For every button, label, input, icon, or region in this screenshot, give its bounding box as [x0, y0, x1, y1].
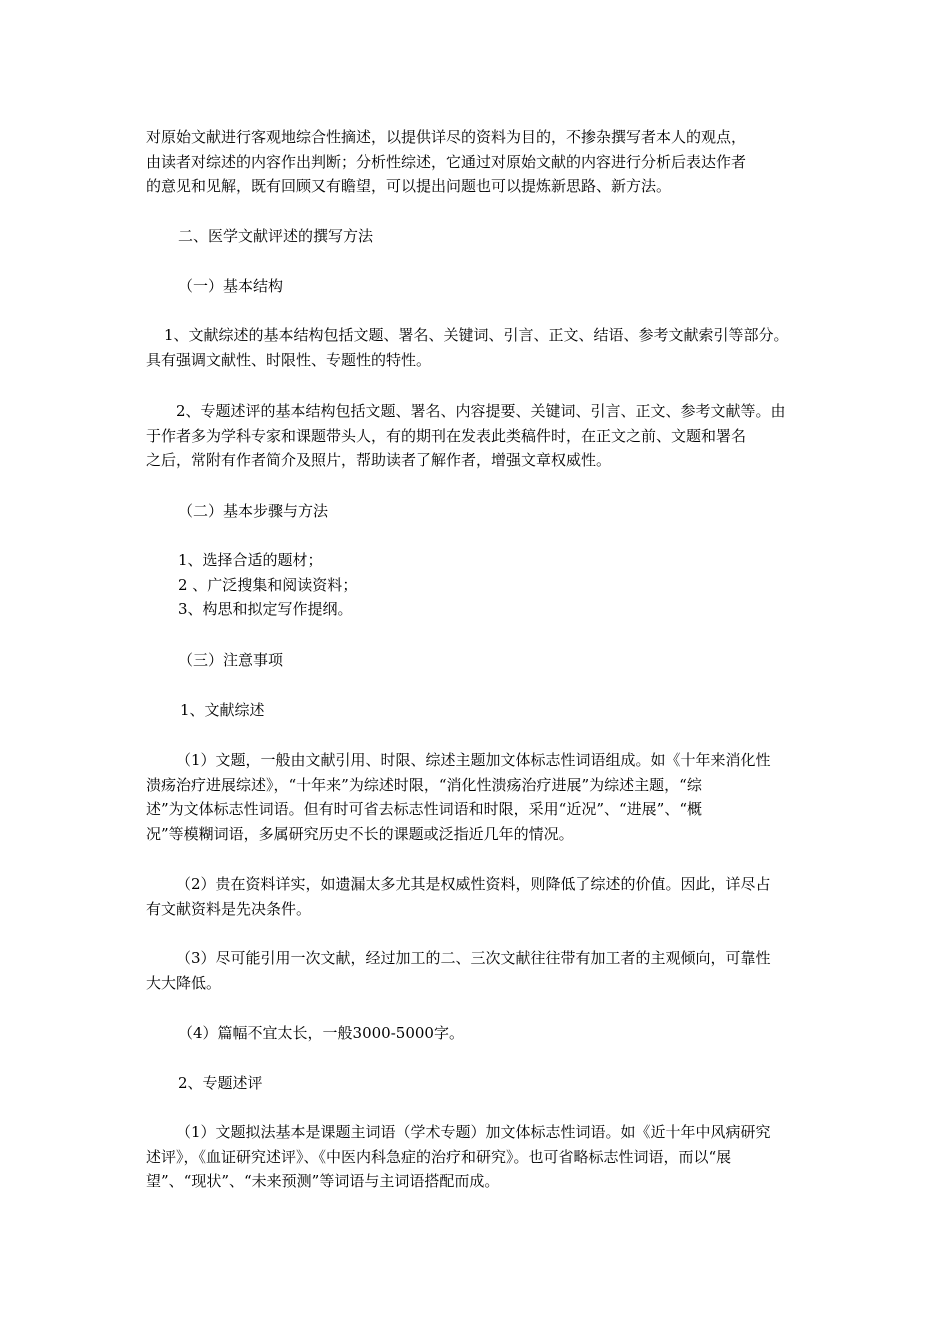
paragraph-line: 望”、“现状”、“未来预测”等词语与主词语搭配而成。 [146, 1172, 500, 1191]
section-heading: 二、医学文献评述的撰写方法 [178, 227, 374, 245]
review-paragraph-2 [146, 872, 810, 921]
paragraph-line: 况”等模糊词语，多属研究历史不长的课题或泛指近几年的情况。 [146, 824, 574, 843]
paragraph-line: （3）尽可能引用一次文献，经过加工的二、三次文献往往带有加工者的主观倾向，可靠性 [176, 949, 771, 967]
paragraph-line: 有文献资料是先决条件。 [146, 899, 312, 918]
paragraph-line: 述”为文体标志性词语。但有时可省去标志性词语和时限，采用“近况”、“进展”、“概 [146, 800, 703, 819]
review-paragraph-1 [146, 748, 810, 846]
subsection-heading-structure: （一）基本结构 [178, 277, 284, 295]
subsection-heading-notes: （三）注意事项 [178, 651, 284, 669]
paragraph-line: 1、文献综述的基本结构包括文题、署名、关键词、引言、正文、结语、参考文献索引等部分。 [164, 326, 789, 344]
list-item: 2 、广泛搜集和阅读资料； [178, 575, 358, 594]
intro-line: 由读者对综述的内容作出判断；分析性综述，它通过对原始文献的内容进行分析后表达作者 [146, 152, 747, 171]
review-paragraph-3 [146, 946, 810, 995]
review-heading: 1、文献综述 [180, 701, 265, 719]
paragraph-line: 大大降低。 [146, 973, 222, 992]
structure-paragraph-2 [146, 399, 810, 473]
intro-paragraph [146, 125, 810, 199]
commentary-paragraph-1 [146, 1120, 810, 1194]
paragraph-line: （2）贵在资料详实，如遗漏太多尤其是权威性资料，则降低了综述的价值。因此，详尽占 [176, 875, 771, 893]
intro-line: 的意见和见解，既有回顾又有瞻望，可以提出问题也可以提炼新思路、新方法。 [146, 177, 672, 196]
structure-paragraph-1 [146, 323, 810, 372]
paragraph-line: 述评》，《血证研究述评》、《中医内科急症的治疗和研究》。也可省略标志性词语，而以“展 [146, 1147, 732, 1166]
review-paragraph-4: （4）篇幅不宜太长，一般3000-5000字。 [178, 1024, 464, 1042]
paragraph-line: 之后，常附有作者简介及照片，帮助读者了解作者，增强文章权威性。 [146, 451, 612, 470]
intro-line: 对原始文献进行客观地综合性摘述，以提供详尽的资料为目的，不掺杂撰写者本人的观点， [146, 128, 747, 146]
paragraph-line: （1）文题，一般由文献引用、时限、综述主题加文体标志性词语组成。如《十年来消化性 [176, 751, 771, 769]
paragraph-line: 2、专题述评的基本结构包括文题、署名、内容提要、关键词、引言、正文、参考文献等。由 [176, 402, 786, 420]
list-item: 3、构思和拟定写作提纲。 [178, 600, 353, 619]
paragraph-line: 具有强调文献性、时限性、专题性的特性。 [146, 350, 432, 369]
paragraph-line: 溃疡治疗进展综述》，“十年来”为综述时限，“消化性溃疡治疗进展”为综述主题，“综 [146, 775, 702, 794]
list-item: 1、选择合适的题材； [178, 551, 323, 569]
steps-list [178, 548, 842, 622]
commentary-heading: 2、专题述评 [178, 1074, 263, 1092]
paragraph-line: 于作者多为学科专家和课题带头人，有的期刊在发表此类稿件时，在正文之前、文题和署名 [146, 426, 747, 445]
paragraph-line: （1）文题拟法基本是课题主词语（学术专题）加文体标志性词语。如《近十年中风病研究 [176, 1123, 771, 1141]
subsection-heading-steps: （二）基本步骤与方法 [178, 502, 329, 520]
